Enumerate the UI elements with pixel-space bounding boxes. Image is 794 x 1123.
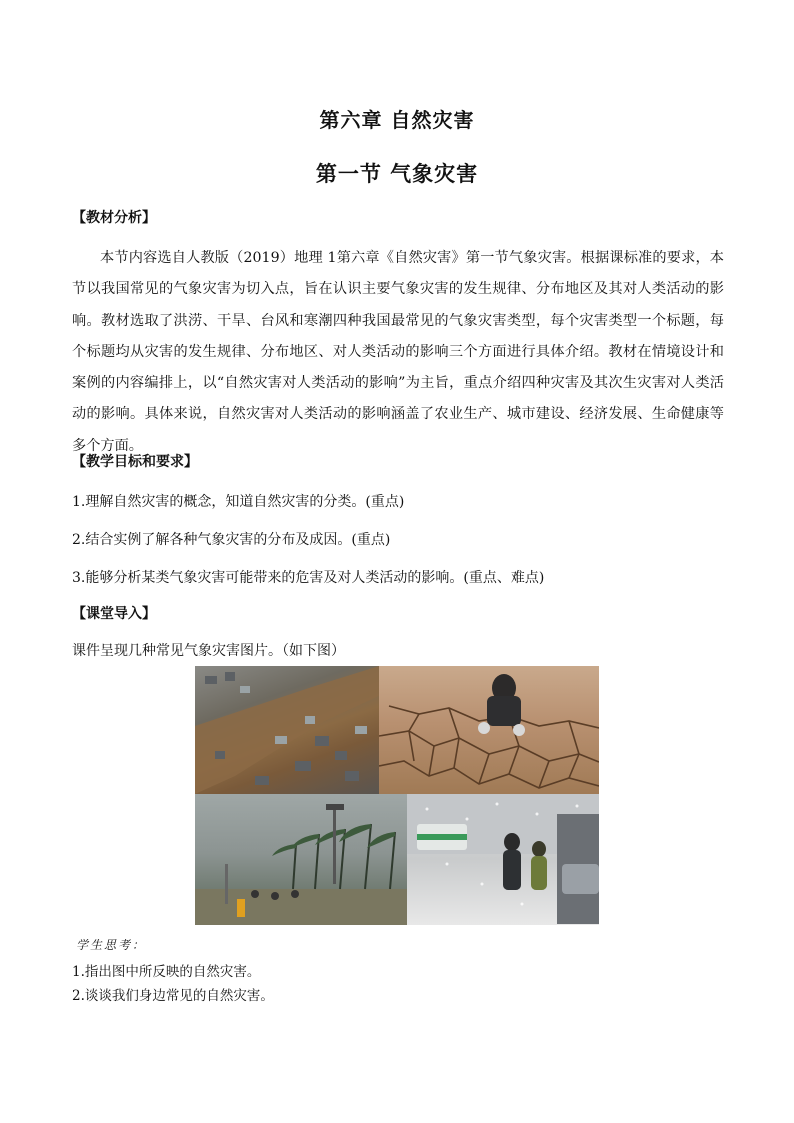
think-item-2: 2.谈谈我们身边常见的自然灾害。 bbox=[72, 988, 274, 1004]
objective-item-1: 1.理解自然灾害的概念，知道自然灾害的分类。(重点) bbox=[72, 494, 405, 510]
typhoon-photo bbox=[195, 794, 407, 925]
think-item-1: 1.指出图中所反映的自然灾害。 bbox=[72, 964, 261, 980]
objective-item-3: 3.能够分析某类气象灾害可能带来的危害及对人类活动的影响。(重点、难点) bbox=[72, 570, 545, 586]
objective-item-2: 2.结合实例了解各种气象灾害的分布及成因。(重点) bbox=[72, 532, 391, 548]
student-think-label: 学生思考： bbox=[76, 938, 147, 952]
section-title: 第一节 气象灾害 bbox=[315, 161, 479, 186]
chapter-title: 第六章 自然灾害 bbox=[319, 108, 475, 132]
objectives-heading: 【教学目标和要求】 bbox=[72, 454, 198, 470]
intro-heading: 【课堂导入】 bbox=[72, 606, 156, 622]
disaster-photo-collage bbox=[195, 666, 599, 925]
analysis-paragraph: 本节内容选自人教版（2019）地理 1第六章《自然灾害》第一节气象灾害。根据课标准的要求，本节以我国常见的气象灾害为切入点，旨在认识主要气象灾害的发生规律、分布地区及其对人类活动的影响。教材选取了洪涝、干旱、台风和寒潮四种我国最常见的气象灾害类型，每个灾害类型一个标题，每个标题均从灾害的发生规律、分布地区、对人类活动的影响三个方面进行具体介绍。教材在情境设计和案例的内容编排上，以“自然灾害对人类活动的影响”为主旨，重点介绍四种灾害及其次生灾害对人类活动的影响。具体来说，自然灾害对人类活动的影响涵盖了农业生产、城市建设、经济发展、生命健康等多个方面。 bbox=[72, 250, 724, 454]
intro-text: 课件呈现几种常见气象灾害图片。（如下图） bbox=[72, 643, 345, 659]
drought-photo bbox=[379, 666, 599, 794]
cold-wave-photo bbox=[407, 794, 599, 925]
analysis-heading: 【教材分析】 bbox=[72, 210, 156, 226]
flood-photo bbox=[195, 666, 379, 794]
